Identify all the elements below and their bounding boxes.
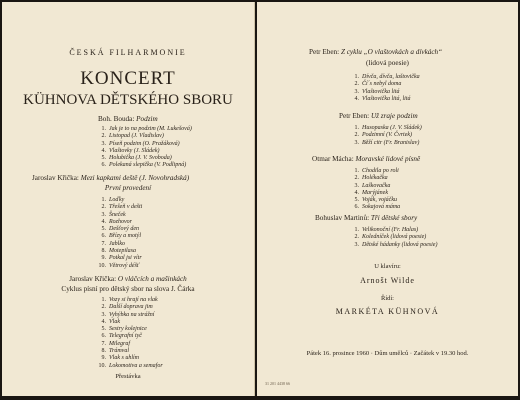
item-number: 2. <box>354 234 359 241</box>
item-number: 7. <box>101 240 106 247</box>
item-number: 5. <box>354 197 359 204</box>
item-number: 1. <box>354 74 359 80</box>
item-number: 1. <box>101 197 106 203</box>
list-item <box>347 89 420 96</box>
item-number: 5. <box>101 226 106 233</box>
item-number: 10. <box>98 262 106 269</box>
item-number: 6. <box>101 162 106 169</box>
item-title: Dešťový den <box>109 226 140 233</box>
item-title: Sestry kolejnice <box>109 326 147 333</box>
item-title: Rozhovor <box>109 218 132 225</box>
right-page <box>257 2 518 396</box>
list-item <box>94 255 142 262</box>
item-title: Další doprava jim <box>109 304 153 311</box>
item-number: 5. <box>101 155 106 162</box>
section-eben1-header: Petr Eben: Z cyklu „O vlaštovkách a dívkách“ <box>309 48 443 56</box>
organization: ČESKÁ FILHARMONIE <box>69 48 187 57</box>
item-title: Lokomotiva a semafor <box>109 362 163 369</box>
macha-list <box>347 168 400 212</box>
item-number: 4. <box>354 189 359 196</box>
item-title: Vyhýbka na strážní <box>109 311 155 318</box>
item-number: 3. <box>354 139 359 146</box>
list-item <box>347 81 420 88</box>
item-title: Polekaná slepička (V. Podlipná) <box>109 162 187 169</box>
list-item <box>94 312 163 319</box>
list-item <box>94 333 163 340</box>
item-number: 1. <box>101 297 106 303</box>
item-title: Marýjánek <box>362 189 388 196</box>
item-title: Vlak s uhlím <box>109 355 139 362</box>
premiere-note: První provedení <box>104 184 152 192</box>
item-number: 1. <box>354 227 359 233</box>
item-number: 3. <box>101 311 106 318</box>
item-number: 10. <box>98 362 106 369</box>
item-title: Čí´s nebyl doma <box>362 81 402 88</box>
choir-title: KÜHNOVA DĚTSKÉHO SBORU <box>23 92 233 108</box>
bouda-list <box>94 126 192 170</box>
item-number: 2. <box>101 204 106 211</box>
item-number: 2. <box>354 132 359 139</box>
item-number: 2. <box>354 81 359 88</box>
list-item <box>94 204 142 211</box>
item-title: Chodila po roli <box>362 168 399 174</box>
item-number: 4. <box>354 95 359 102</box>
item-number: 4. <box>101 218 106 225</box>
item-number: 2. <box>101 133 106 140</box>
item-title: Dívča, dívča, laštovička <box>362 74 420 80</box>
list-item <box>94 162 192 169</box>
list-item <box>94 363 163 370</box>
item-title: Běží citr (Fr. Branislav) <box>362 139 420 146</box>
item-number: 8. <box>101 248 106 255</box>
item-title: Loďky <box>109 197 125 203</box>
list-item <box>347 197 400 204</box>
list-item <box>347 175 400 182</box>
print-stamp: 31 201 4438 66 <box>265 381 290 386</box>
item-title: Listopad (J. Vladislav) <box>109 133 164 140</box>
item-title: Laškovačka <box>362 182 391 189</box>
item-title: Koledníček (lidová poesie) <box>362 234 427 241</box>
conductor-name: MARKÉTA KÜHNOVÁ <box>335 307 440 316</box>
item-number: 8. <box>101 348 106 355</box>
date-venue-line: Pátek 16. prosince 1960 · Dům umělců · Začátek v 19.30 hod. <box>306 350 469 357</box>
list-item <box>347 190 400 197</box>
list-item <box>347 183 400 190</box>
item-title: Vlaštovky (J. Sládek) <box>109 147 160 154</box>
list-item <box>94 341 163 348</box>
item-number: 2. <box>101 304 106 311</box>
item-title: Potkal jsi vítr <box>109 255 142 262</box>
item-number: 7. <box>101 340 106 347</box>
item-title: Vlaštovička litá <box>362 88 400 95</box>
pianist-name: Arnošt Wilde <box>360 276 415 285</box>
item-title: Vozy si hrají na vlak <box>109 297 158 303</box>
item-title: Trámval <box>109 348 130 355</box>
list-item <box>347 168 400 175</box>
list-item <box>94 212 142 219</box>
item-number: 2. <box>354 175 359 182</box>
item-title: Holékačka <box>362 175 388 182</box>
item-title: Husopaska (J. V. Sládek) <box>362 125 422 131</box>
conductor-label: Řídí: <box>380 295 394 302</box>
item-number: 3. <box>354 241 359 248</box>
list-item <box>94 241 142 248</box>
item-title: Holubička (J. V. Svoboda) <box>109 155 172 162</box>
item-number: 3. <box>101 211 106 218</box>
item-title: Břízy a motýl <box>109 233 141 240</box>
item-title: Telegrafní tyč <box>109 333 142 340</box>
section-martinu-header: Bohuslav Martinů: Tři dětské sbory <box>315 214 418 222</box>
section-eben2-header: Petr Eben: Už zraje podzim <box>339 112 418 120</box>
item-title: Píseň podzim (O. Pražáková) <box>109 140 180 147</box>
item-title: Sokajová máma <box>362 204 401 211</box>
list-item <box>94 233 142 240</box>
kricka1-list <box>94 197 142 270</box>
item-number: 4. <box>101 318 106 325</box>
item-title: Voják, vojáčku <box>362 197 397 204</box>
list-item <box>94 348 163 355</box>
list-item <box>347 132 422 139</box>
eben1-list <box>347 74 420 103</box>
left-page <box>2 2 255 396</box>
concert-title: KONCERT <box>80 68 176 89</box>
item-number: 1. <box>101 126 106 132</box>
piano-label: U klavíru: <box>374 263 401 270</box>
eben2-list <box>347 125 422 147</box>
list-item <box>94 319 163 326</box>
list-item <box>347 96 420 103</box>
kricka2-list <box>94 297 163 370</box>
item-title: Motepilasa <box>109 248 136 255</box>
item-number: 5. <box>101 326 106 333</box>
list-item <box>94 248 142 255</box>
item-number: 6. <box>354 204 359 211</box>
list-item <box>94 197 142 204</box>
item-title: Milegraf <box>109 340 130 347</box>
item-title: Jak je to na podzim (M. Lukešová) <box>109 126 192 132</box>
list-item <box>347 204 400 211</box>
list-item <box>94 304 163 311</box>
list-item <box>347 234 437 241</box>
list-item <box>94 133 192 140</box>
item-title: Velikonoční (Fr. Halas) <box>362 227 419 233</box>
section-kricka2-header: Jaroslav Křička: O vláčcích a mašinkách <box>69 275 187 283</box>
item-title: Větrový déšť <box>109 262 140 269</box>
section-kricka1-header: Jaroslav Křička: Mezi kapkami deště (J. Novohradská) <box>32 174 190 182</box>
cycle-description: Cyklus písní pro dětský sbor na slova J. Čárka <box>61 285 195 293</box>
list-item <box>94 141 192 148</box>
list-item <box>94 226 142 233</box>
list-item <box>94 297 163 304</box>
item-number: 3. <box>354 88 359 95</box>
list-item <box>347 242 437 249</box>
section-bouda-header: Boh. Bouda: Podzim <box>98 115 158 123</box>
item-number: 1. <box>354 125 359 131</box>
item-number: 9. <box>101 355 106 362</box>
intermission: Přestávka <box>115 373 141 380</box>
item-title: Vlak <box>109 318 120 325</box>
martinu-list <box>347 227 437 249</box>
item-title: Podzimní (V. Čvrtek) <box>362 132 413 139</box>
item-title: Dětské hádanky (lidová poesie) <box>362 241 438 248</box>
item-number: 9. <box>101 255 106 262</box>
item-title: Třešeň v dešti <box>109 204 143 211</box>
list-item <box>94 219 142 226</box>
list-item <box>94 355 163 362</box>
item-number: 3. <box>354 182 359 189</box>
item-title: Jablko <box>109 240 125 247</box>
item-title: Šneček <box>109 211 126 218</box>
item-number: 1. <box>354 168 359 174</box>
item-number: 6. <box>101 333 106 340</box>
item-title: Vlaštovička litá, litá <box>362 95 411 102</box>
section-macha-header: Otmar Mácha: Moravské lidové písně <box>312 155 421 163</box>
list-item <box>347 140 422 147</box>
item-number: 3. <box>101 140 106 147</box>
item-number: 6. <box>101 233 106 240</box>
item-number: 4. <box>101 147 106 154</box>
list-item <box>94 263 142 270</box>
eben1-subtitle: (lidová poesie) <box>366 59 409 67</box>
